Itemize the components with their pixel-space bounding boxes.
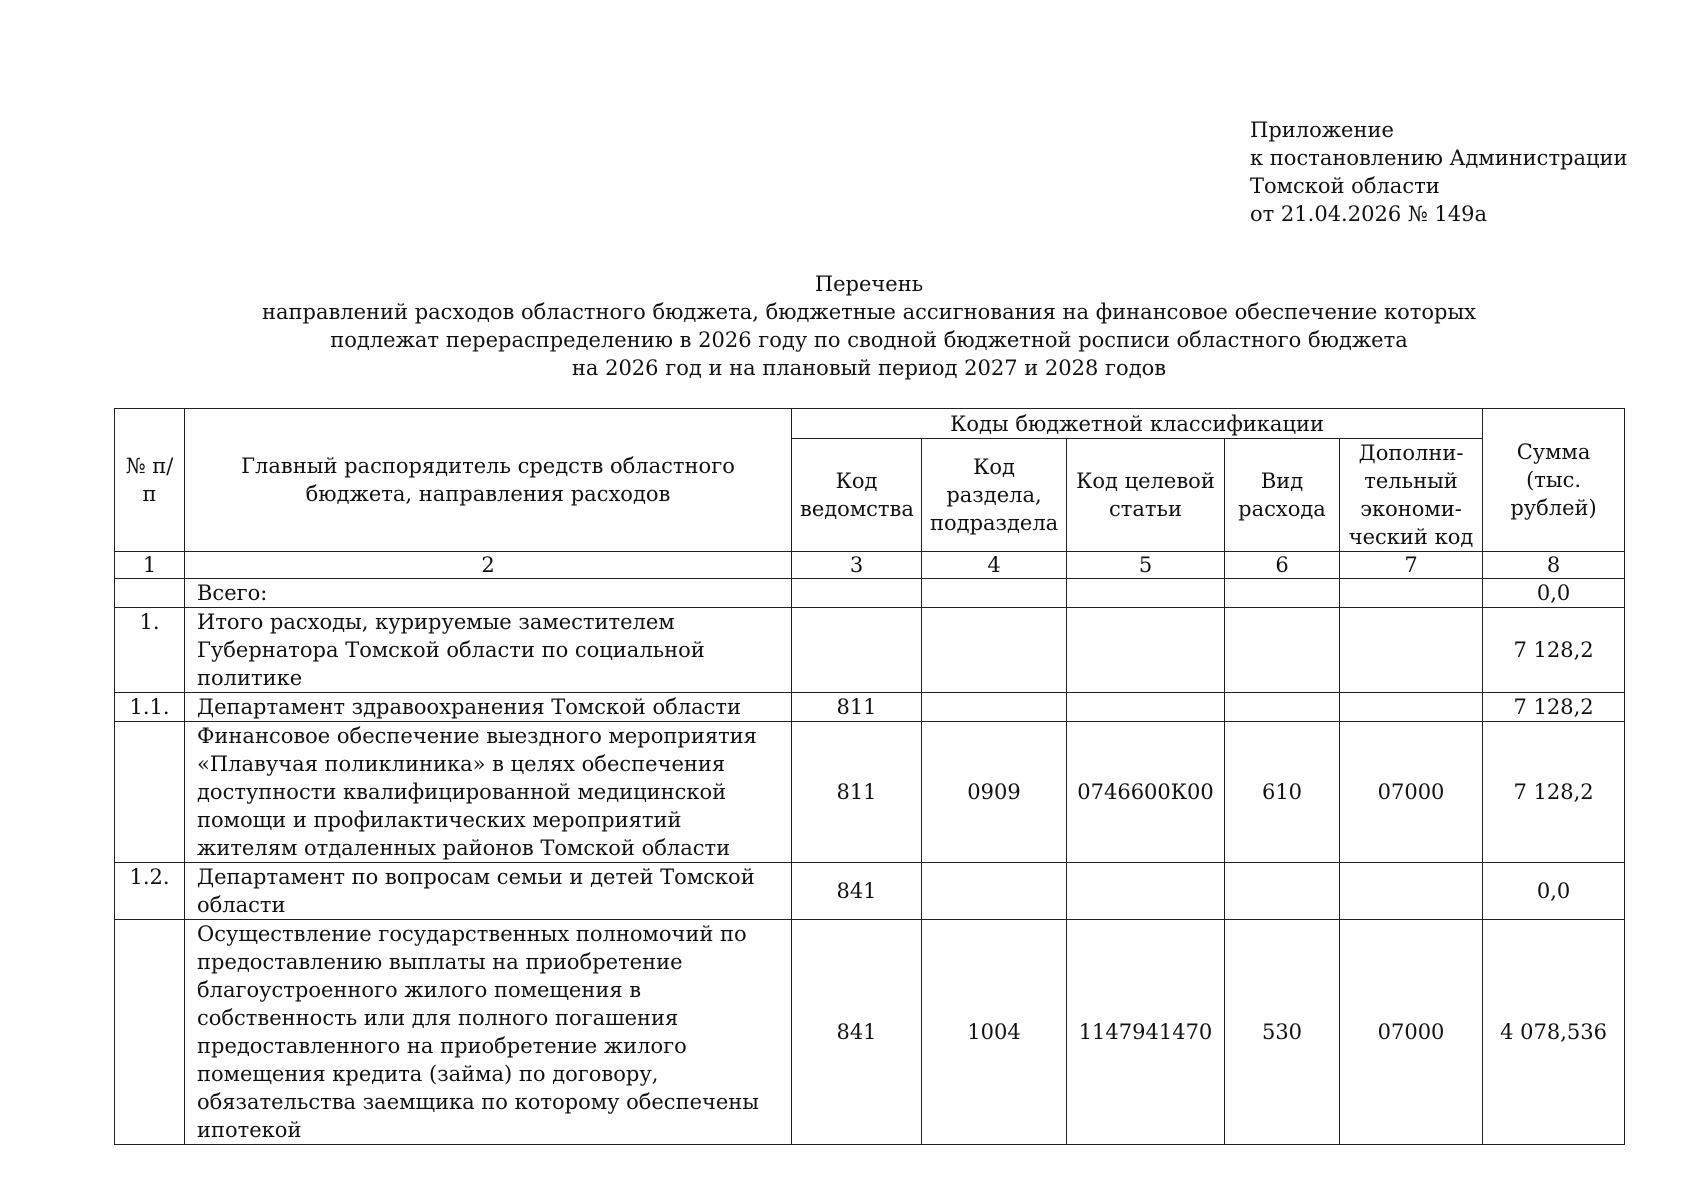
- row-dept-code: 811: [792, 693, 922, 722]
- row-extra-code: 07000: [1340, 920, 1483, 1145]
- row-section-code: 1004: [922, 920, 1067, 1145]
- row-extra-code: [1340, 863, 1483, 920]
- table-row: [115, 863, 1625, 920]
- table-row: [115, 608, 1625, 693]
- appendix-block: [1250, 116, 1628, 228]
- row-expense-type: [1225, 863, 1340, 920]
- appendix-line: Томской области: [1250, 174, 1440, 198]
- row-num: 1.: [115, 608, 185, 693]
- row-sum: 7 128,2: [1483, 693, 1625, 722]
- column-number: 3: [792, 552, 922, 579]
- row-dept-code: 841: [792, 863, 922, 920]
- appendix-line: к постановлению Администрации: [1250, 146, 1628, 170]
- row-name: Итого расходы, курируемые заместителем Губернатора Томской области по социальной политике: [185, 608, 792, 693]
- document-title: [114, 270, 1624, 382]
- title-line: подлежат перераспределению в 2026 году по сводной бюджетной росписи областного бюджета: [330, 328, 1408, 352]
- row-num: 1.1.: [115, 693, 185, 722]
- row-dept-code: [792, 579, 922, 608]
- row-name: Департамент по вопросам семьи и детей Томской области: [185, 863, 792, 920]
- title-line: Перечень: [814, 272, 924, 296]
- header-sum: Сумма (тыс. рублей): [1483, 409, 1625, 552]
- row-extra-code: [1340, 608, 1483, 693]
- row-name: Всего:: [185, 579, 792, 608]
- row-extra-code: [1340, 693, 1483, 722]
- row-expense-type: 530: [1225, 920, 1340, 1145]
- row-expense-type: [1225, 579, 1340, 608]
- header-extra-code: Дополни-тельный экономи-ческий код: [1340, 439, 1483, 552]
- header-name: Главный распорядитель средств областного бюджета, направления расходов: [185, 409, 792, 552]
- row-name: Департамент здравоохранения Томской области: [185, 693, 792, 722]
- row-extra-code: [1340, 579, 1483, 608]
- row-num: [115, 722, 185, 863]
- row-num: [115, 920, 185, 1145]
- row-dept-code: [792, 608, 922, 693]
- row-target-code: [1067, 608, 1225, 693]
- column-number: 2: [185, 552, 792, 579]
- row-num: 1.2.: [115, 863, 185, 920]
- header-codes-group: Коды бюджетной классификации: [792, 409, 1483, 439]
- row-section-code: [922, 863, 1067, 920]
- row-name: Финансовое обеспечение выездного мероприятия «Плавучая поликлиника» в целях обеспечения доступности квалифицированной медицинской помощи и профилактических мероприятий жителям отдаленных районов Томской области: [185, 722, 792, 863]
- table-row: [115, 693, 1625, 722]
- row-sum: 7 128,2: [1483, 722, 1625, 863]
- title-line: на 2026 год и на плановый период 2027 и 2028 годов: [571, 356, 1167, 380]
- row-name: Осуществление государственных полномочий по предоставлению выплаты на приобретение благоустроенного жилого помещения в собственность или для полного погашения предоставленного на приобретение жилого помещения кредита (займа) по договору, обязательства заемщика по которому обеспечены ипотекой: [185, 920, 792, 1145]
- row-section-code: [922, 579, 1067, 608]
- column-numbers-row: [115, 552, 1625, 579]
- table-row: [115, 722, 1625, 863]
- row-sum: 4 078,536: [1483, 920, 1625, 1145]
- column-number: 5: [1067, 552, 1225, 579]
- row-section-code: 0909: [922, 722, 1067, 863]
- table-row: [115, 579, 1625, 608]
- row-target-code: 1147941470: [1067, 920, 1225, 1145]
- appendix-date-number: от 21.04.2026 № 149а: [1250, 202, 1487, 226]
- row-section-code: [922, 608, 1067, 693]
- column-number: 6: [1225, 552, 1340, 579]
- column-number: 7: [1340, 552, 1483, 579]
- header-expense-type: Вид расхода: [1225, 439, 1340, 552]
- expenditure-table: [114, 408, 1625, 1145]
- row-dept-code: 841: [792, 920, 922, 1145]
- row-num: [115, 579, 185, 608]
- table-row: [115, 920, 1625, 1145]
- row-expense-type: 610: [1225, 722, 1340, 863]
- row-target-code: [1067, 693, 1225, 722]
- row-target-code: [1067, 579, 1225, 608]
- row-sum: 7 128,2: [1483, 608, 1625, 693]
- appendix-line: Приложение: [1250, 118, 1394, 142]
- column-number: 1: [115, 552, 185, 579]
- header-dept-code: Код ведомства: [792, 439, 922, 552]
- row-expense-type: [1225, 608, 1340, 693]
- row-sum: 0,0: [1483, 579, 1625, 608]
- row-expense-type: [1225, 693, 1340, 722]
- column-number: 4: [922, 552, 1067, 579]
- title-line: направлений расходов областного бюджета, бюджетные ассигнования на финансовое обеспечение которых: [261, 300, 1476, 324]
- row-section-code: [922, 693, 1067, 722]
- row-target-code: 0746600К00: [1067, 722, 1225, 863]
- row-target-code: [1067, 863, 1225, 920]
- header-row: [115, 409, 1625, 439]
- header-section-code: Код раздела, подраздела: [922, 439, 1067, 552]
- row-extra-code: 07000: [1340, 722, 1483, 863]
- row-dept-code: 811: [792, 722, 922, 863]
- header-num: № п/п: [115, 409, 185, 552]
- row-sum: 0,0: [1483, 863, 1625, 920]
- header-target-code: Код целевой статьи: [1067, 439, 1225, 552]
- column-number: 8: [1483, 552, 1625, 579]
